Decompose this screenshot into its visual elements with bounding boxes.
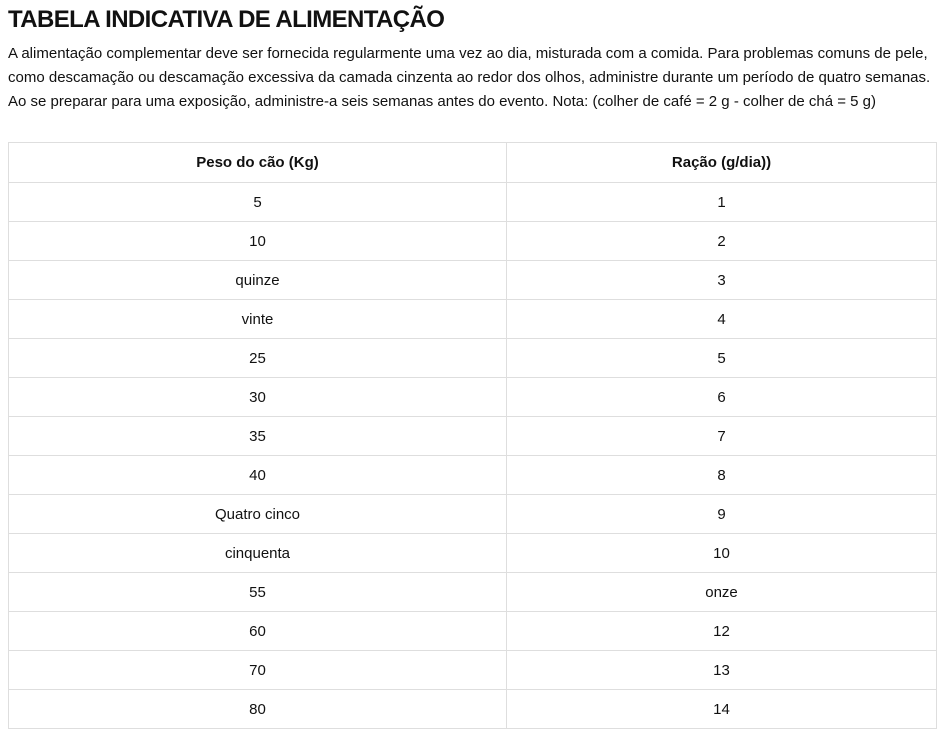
cell-dog-weight: 55 xyxy=(9,573,507,612)
table-row xyxy=(9,456,937,495)
table-row xyxy=(9,573,937,612)
table-row xyxy=(9,495,937,534)
cell-dog-weight: 40 xyxy=(9,456,507,495)
table-row xyxy=(9,651,937,690)
cell-dog-weight: 35 xyxy=(9,417,507,456)
table-header-row xyxy=(9,143,937,183)
cell-dog-weight: 80 xyxy=(9,690,507,729)
table-row xyxy=(9,339,937,378)
header-ration: Ração (g/dia)) xyxy=(507,143,937,183)
cell-dog-weight: vinte xyxy=(9,300,507,339)
cell-ration: 9 xyxy=(507,495,937,534)
intro-paragraph: A alimentação complementar deve ser fornecida regularmente uma vez ao dia, misturada com a comida. Para problemas comuns de pele, como descamação ou descamação excessiva da camada cinzenta ao redor dos olhos, administre durante um período de quatro semanas. Ao se preparar para uma exposição, administre-a seis semanas antes do evento. Nota: (colher de café = 2 g - colher de chá = 5 g) xyxy=(8,45,931,110)
cell-ration: 8 xyxy=(507,456,937,495)
cell-dog-weight: 70 xyxy=(9,651,507,690)
table-row xyxy=(9,417,937,456)
content xyxy=(8,0,936,718)
cell-dog-weight: 5 xyxy=(9,183,507,222)
cell-ration: 4 xyxy=(507,300,937,339)
table-row xyxy=(9,222,937,261)
cell-dog-weight: 30 xyxy=(9,378,507,417)
cell-ration: 2 xyxy=(507,222,937,261)
cell-ration: 10 xyxy=(507,534,937,573)
cell-ration: 6 xyxy=(507,378,937,417)
cell-ration: 3 xyxy=(507,261,937,300)
table-row xyxy=(9,534,937,573)
table-row xyxy=(9,183,937,222)
table-row xyxy=(9,690,937,729)
cell-ration: 1 xyxy=(507,183,937,222)
cell-dog-weight: cinquenta xyxy=(9,534,507,573)
cell-dog-weight: 10 xyxy=(9,222,507,261)
feeding-table xyxy=(8,142,937,729)
table-row xyxy=(9,612,937,651)
cell-dog-weight: Quatro cinco xyxy=(9,495,507,534)
page-title: TABELA INDICATIVA DE ALIMENTAÇÃO xyxy=(8,6,445,33)
header-dog-weight: Peso do cão (Kg) xyxy=(9,143,507,183)
cell-ration: 5 xyxy=(507,339,937,378)
cell-ration: 13 xyxy=(507,651,937,690)
table-row xyxy=(9,378,937,417)
cell-ration: 7 xyxy=(507,417,937,456)
cell-ration: onze xyxy=(507,573,937,612)
cell-ration: 14 xyxy=(507,690,937,729)
cell-dog-weight: 25 xyxy=(9,339,507,378)
cell-dog-weight: 60 xyxy=(9,612,507,651)
table-row xyxy=(9,300,937,339)
cell-dog-weight: quinze xyxy=(9,261,507,300)
table-row xyxy=(9,261,937,300)
cell-ration: 12 xyxy=(507,612,937,651)
